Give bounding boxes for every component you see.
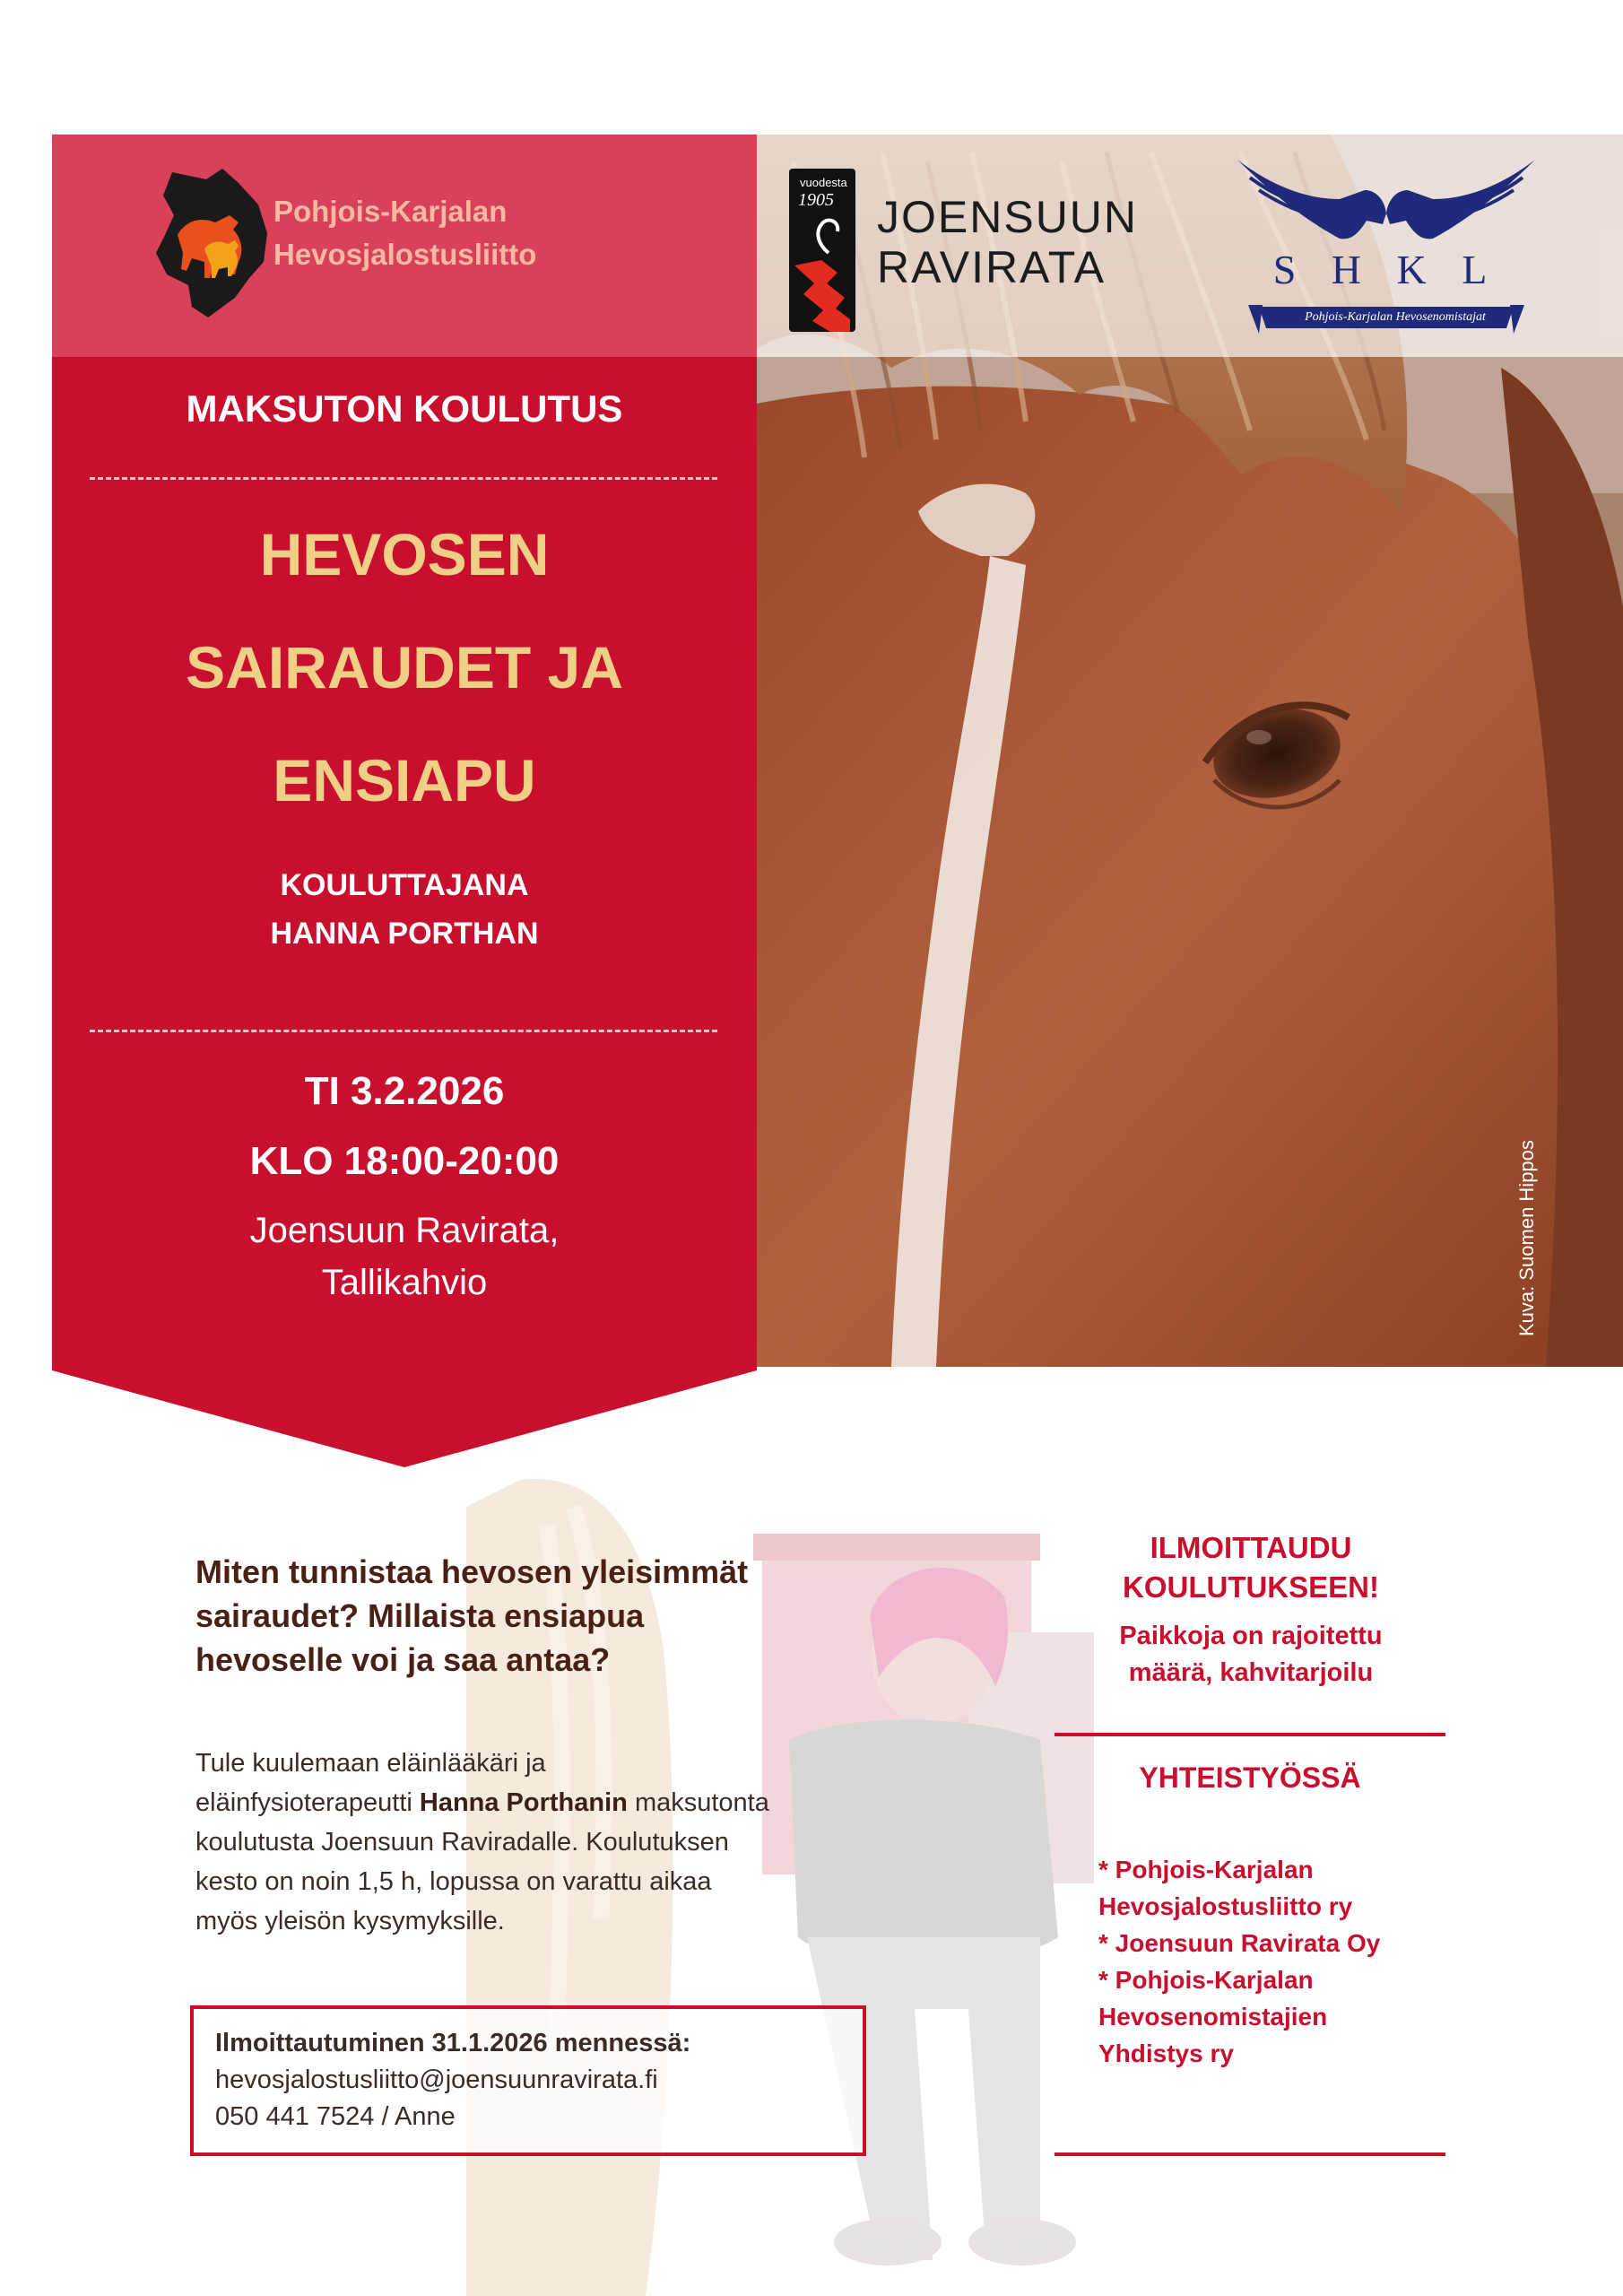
registration-email[interactable]: hevosjalostusliitto@joensuunravirata.fi (215, 2066, 658, 2094)
signup-note-line1: Paikkoja on rajoitettu (1119, 1622, 1383, 1650)
phk-name-line2: Hevosjalostusliitto (273, 238, 537, 271)
intro-body-start: Tule kuulemaan eläinlääkäri ja eläinfysioterapeutti (195, 1749, 546, 1817)
partner-line: * Joensuun Ravirata Oy (1098, 1929, 1381, 1957)
jr-name-line1: JOENSUUN (877, 192, 1139, 242)
dashed-divider-top (90, 477, 717, 480)
shkl-banner-text: Pohjois-Karjalan Hevosenomistajat (1305, 310, 1486, 324)
partner-logos-strip (757, 135, 1623, 357)
free-training-label: MAKSUTON KOULUTUS (186, 387, 623, 430)
intro-question: Miten tunnistaa hevosen yleisimmät sairaudet? Millaista ensiapua hevoselle voi ja saa antaa? (195, 1553, 749, 1678)
event-date: TI 3.2.2026 (304, 1069, 505, 1113)
intro-body (195, 1744, 769, 1941)
hevosjalostusliitto-logo (152, 163, 278, 323)
event-time: KLO 18:00-20:00 (249, 1139, 560, 1183)
signup-heading-line1: ILMOITTAUDU (1150, 1531, 1352, 1564)
signup-heading-line2: KOULUTUKSEEN! (1123, 1570, 1379, 1604)
title-line-2: SAIRAUDET JA (186, 634, 623, 700)
partner-line: * Pohjois-Karjalan (1098, 1856, 1314, 1883)
title-line-1: HEVOSEN (259, 521, 550, 587)
registration-phone[interactable]: 050 441 7524 / Anne (215, 2102, 456, 2131)
trainer-name: HANNA PORTHAN (270, 917, 539, 951)
partner-line: Hevosenomistajien (1098, 2003, 1328, 2031)
jr-since-label: vuodesta (800, 176, 847, 189)
panel-arrow (52, 1367, 757, 1467)
title-line-3: ENSIAPU (273, 747, 536, 813)
partners-list (1098, 1851, 1380, 2072)
jr-since-year: 1905 (798, 190, 834, 210)
jr-name-line2: RAVIRATA (877, 242, 1106, 292)
hevosjalostusliitto-name (273, 190, 536, 276)
signup-note-line2: määrä, kahvitarjoilu (1128, 1658, 1374, 1687)
partners-rule-bottom (1055, 2152, 1445, 2156)
shkl-letters: S H K L (1272, 247, 1500, 292)
trainer-name-inline: Hanna Porthanin (419, 1788, 628, 1817)
phk-name-line1: Pohjois-Karjalan (273, 195, 508, 228)
signup-heading (1049, 1528, 1453, 1607)
venue-line-1: Joensuun Ravirata, (249, 1211, 560, 1250)
jr-name (877, 192, 1138, 292)
partner-line: * Pohjois-Karjalan (1098, 1966, 1314, 1994)
partners-rule-top (1055, 1733, 1445, 1736)
registration-box (190, 2005, 866, 2156)
partners-heading: YHTEISTYÖSSÄ (1139, 1761, 1361, 1794)
registration-deadline: Ilmoittautuminen 31.1.2026 mennessä: (215, 2029, 691, 2057)
partner-line: Hevosjalostusliitto ry (1098, 1892, 1353, 1920)
intro-body-end: maksutonta koulutusta Joensuun Raviradalle. Koulutuksen kesto on noin 1,5 h, lopussa on varattu aikaa myös yleisön kysymyksille. (195, 1788, 769, 1935)
photo-credit: Kuva: Suomen Hippos (1515, 1140, 1538, 1336)
trainer-label: KOULUTTAJANA (280, 868, 529, 902)
signup-note (1049, 1618, 1453, 1692)
venue-line-2: Tallikahvio (321, 1263, 488, 1302)
dashed-divider-bottom (90, 1030, 717, 1032)
partner-line: Yhdistys ry (1098, 2039, 1234, 2067)
